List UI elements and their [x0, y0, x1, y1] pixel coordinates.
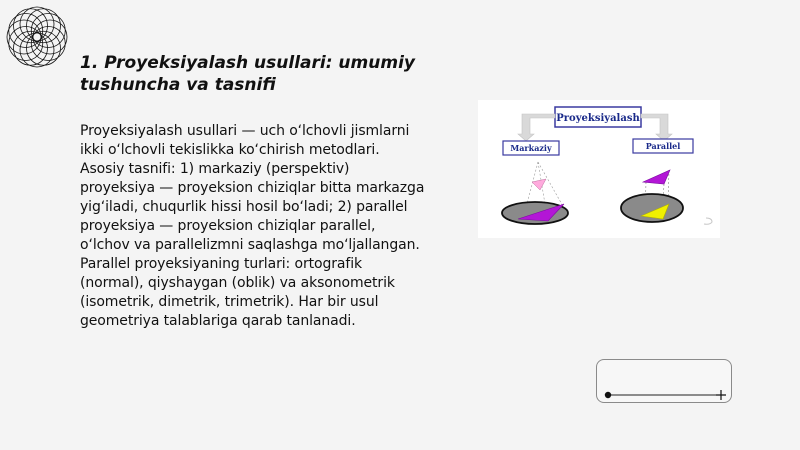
slide-title: 1. Proyeksiyalash usullari: umumiy tushuncha va tasnifi — [80, 53, 415, 95]
logo-ring — [7, 20, 41, 54]
projection-diagram — [478, 100, 720, 238]
logo-ring — [20, 7, 54, 41]
logo-ring — [20, 33, 54, 67]
plus-icon[interactable] — [716, 390, 726, 400]
central-projection-illustration — [502, 162, 568, 224]
decorative-mark — [704, 218, 712, 224]
media-control-widget[interactable] — [596, 359, 732, 403]
play-marker-icon[interactable] — [605, 392, 611, 398]
parallel-projection-illustration — [621, 170, 683, 222]
diagram-central-label: Markaziy — [510, 143, 552, 153]
slide-body-text: Proyeksiyalash usullari — uch o‘lchovli jismlarni ikki o‘lchovli tekislikka ko‘chirish metodlari. Asosiy tasnifi: 1) markaziy (perspektiv) proyeksiya — proyeksion chiziqlar bitta markazga yig‘iladi, chuqurlik hissi hosil bo‘ladi; 2) parallel proyeksiya — proyeksion chiziqlar parallel, o‘lchov va parallelizmni saqlashga mo‘ljallangan. Parallel proyeksiyaning turlari: ortografik (normal), qiyshaygan (oblik) va aksonometrik (isometrik, dimetrik, trimetrik). Har bir usul geometriya talablariga qarab tanlanadi. — [80, 123, 425, 329]
diagram-parallel-label: Parallel — [645, 141, 681, 151]
spirograph-logo-icon — [4, 4, 70, 70]
logo-ring — [33, 20, 67, 54]
diagram-root-label: Proyeksiyalash — [556, 113, 640, 124]
